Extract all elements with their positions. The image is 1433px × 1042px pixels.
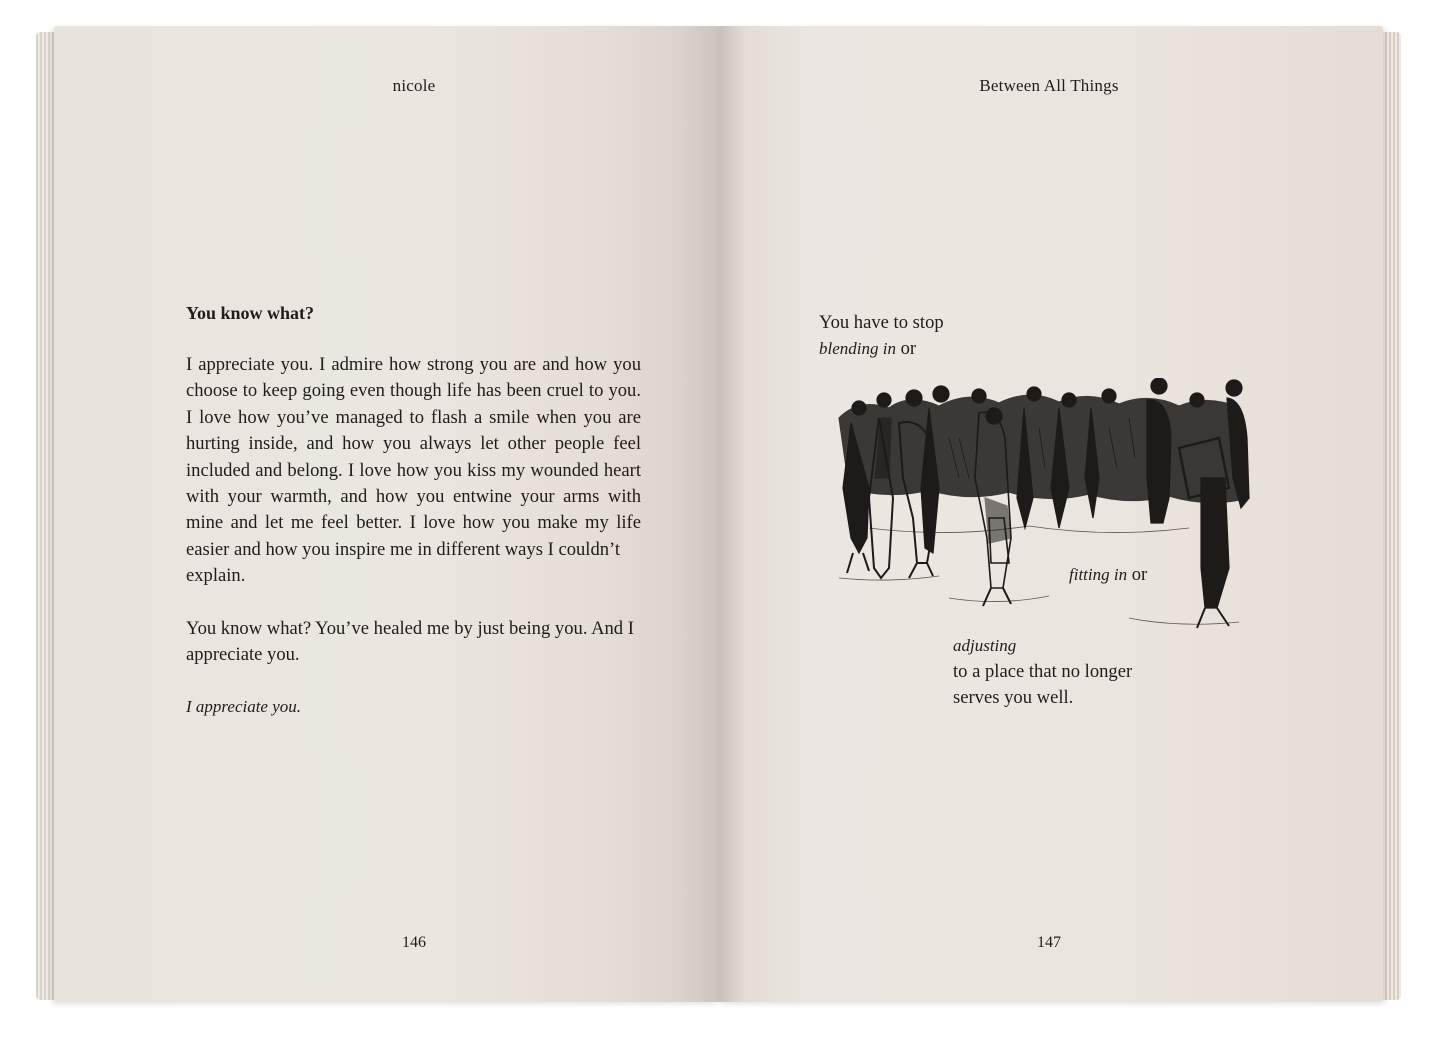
essay-heading: You know what? (186, 303, 315, 323)
right-running-head: Between All Things (979, 76, 1119, 95)
poem-line-3-or: or (1127, 564, 1148, 585)
right-page (719, 26, 1383, 1002)
essay-paragraph-1-end: explain. (186, 565, 246, 587)
poem-line-2 (819, 336, 916, 362)
essay-paragraph-2: You know what? You’ve healed me by just being you. And I appreciate you. (186, 617, 634, 666)
poem-line-6: serves you well. (953, 687, 1074, 708)
left-page (54, 26, 719, 1002)
crowd-sketch-icon (829, 378, 1269, 636)
open-book (36, 26, 1401, 1006)
essay (186, 300, 641, 721)
left-page-number: 146 (402, 934, 426, 951)
essay-signoff: I appreciate you. (186, 697, 302, 717)
poem-line-3 (1069, 562, 1147, 588)
essay-paragraph-1-body: I appreciate you. I admire how strong you are and how you choose to keep going even though life has been cruel to you. I love how you’ve managed to flash a smile when you are hurting inside, and how you always let other people feel included and belong. I love how you kiss my wounded heart with your warmth, and how you entwine your arms with mine and let me feel better. I love how you make my life easier and how you inspire me in different ways I couldn’t (186, 354, 641, 560)
poem-italic-fitting: fitting in (1069, 565, 1128, 584)
essay-paragraph-1 (186, 352, 641, 590)
poem-line-1: You have to stop (819, 312, 944, 333)
right-page-number: 147 (1037, 934, 1061, 951)
poem-line-4 (953, 633, 1016, 659)
poem-italic-blending: blending in (819, 339, 896, 358)
left-running-head: nicole (392, 76, 436, 95)
poem-line-2-or: or (895, 338, 917, 359)
poem-line-5: to a place that no longer (953, 661, 1133, 682)
poem-italic-adjusting: adjusting (953, 636, 1017, 655)
